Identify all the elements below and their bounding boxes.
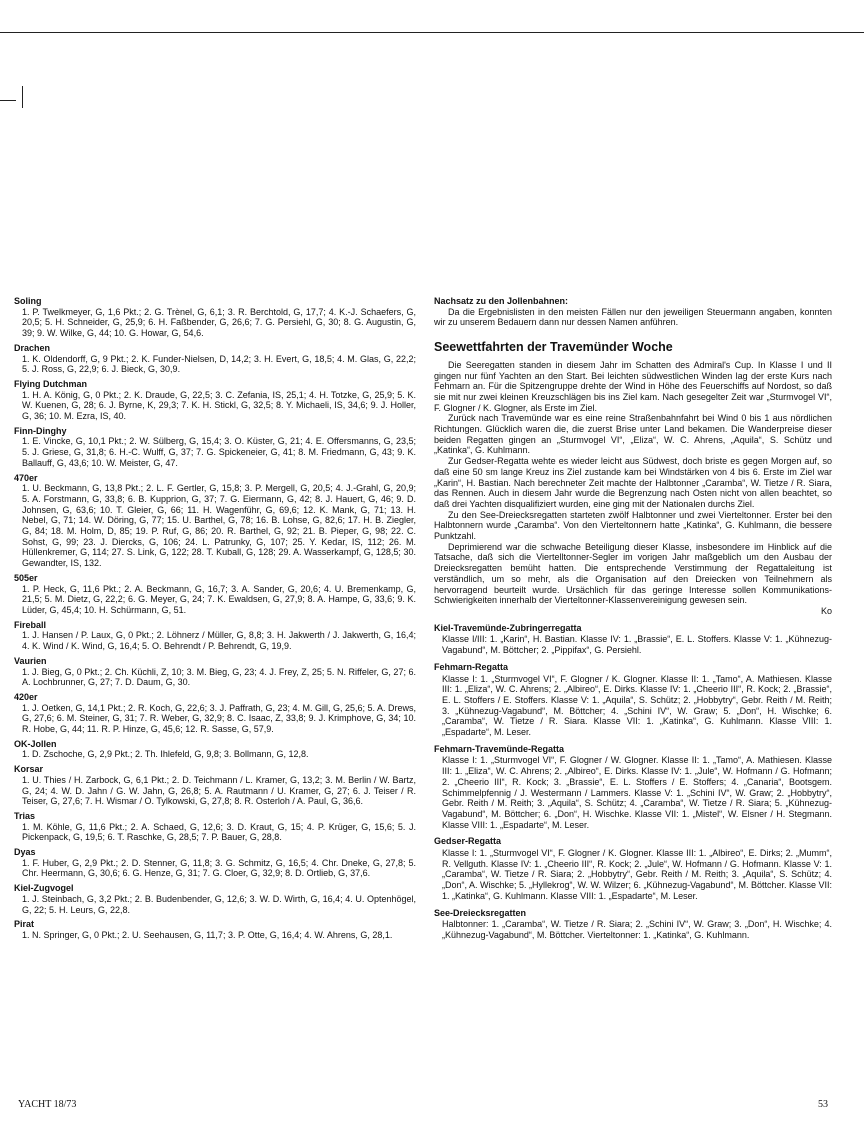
article-paragraph: Zur Gedser-Regatta wehte es wieder leicht aus Südwest, doch briste es gegen Morgen auf, so daß eine 50 sm lange Kreuz ins Ziel zustande kam bei Windstärken von 4 bis 6. Erste im Ziel war „Karin“, H. Bastian. Nach berechneter Zeit machte der Halbtonner „Caramba“, W. Tietze / R. Siara, das Rennen. Auch in diesem Jahr wurde die Begrenzung nach Osten nicht von allen beachtet, so daß drei Yachten disqualifiziert wurden, eine ging mit der Nationalen durchs Ziel. (434, 456, 832, 509)
class-heading: Flying Dutchman (14, 378, 88, 389)
class-results: 1. U. Beckmann, G, 13,8 Pkt.; 2. L. F. Gertler, G, 15,8; 3. P. Mergell, G, 20,5; 4. J.-Grahl, G, 20,9; 5. A. Forstmann, G, 33,8; 6. B. Kupprion, G, 37; 7. G. Eiermann, G, 42; 8. J. Hauert, G, 46; 9. D. Johnsen, G, 63,6; 10. T. Gleier, G, 66; 11. H. Wagenführ, G, 69,6; 12. K. Mank, G, 71; 13. H. Nebel, G, 71; 14. W. Döring, G, 77; 15. U. Barthel, G, 78; 16. B. Lohse, G, 82,6; 17. H. B. Ziegler, G, 84; 18. M. Holm, D, 85; 19. P. Ruf, G, 86; 20. R. Barthel, G, 92; 21. B. Pieper, G, 98; 22. C. Sohst, G, 99; 23. J. Diercks, G, 106; 24. L. Patrunky, G, 107; 25. Y. Kedar, IS, 112; 26. M. Hüllenkremer, G, 114; 27. S. Link, G, 122; 28. T. Kuball, G, 128; 29. A. Wasserkampf, G, 128,5; 30. Gewandter, IS, 132. (22, 483, 416, 569)
result-section-420er (14, 692, 416, 735)
class-heading: Trias (14, 810, 36, 821)
regatta-heading: Fehmarn-Regatta (434, 661, 509, 672)
regatta-heading: Gedser-Regatta (434, 836, 502, 847)
article-paragraph: Die Seeregatten standen in diesem Jahr im Schatten des Admiral's Cup. In Klasse I und II gingen nur fünf Yachten an den Start. Bei leichten südwestlichen Winden lag der erste Kurs nach Fehmarn an. Für die Spitzengruppe drehte der Wind in Höhe des Feuerschiffs auf Nordost, so daß sie mit nur zwei kleinen Kreuzschlägen bis ins Ziel kam. Nach gesegelter Zeit war „Sturmvogel VI“, F. Glogner / K. Glogner, als Erste im Ziel. (434, 359, 832, 413)
class-heading: Kiel-Zugvogel (14, 883, 74, 894)
regatta-results: Klasse I: 1. „Sturmvogel VI“, F. Glogner / K. Glogner. Klasse III: 1. „Albireo“, E. Dirks; 2. „Mumm“, R. Vellguth. Klasse IV: 1. „Cheerio III“, R. Kock; 2. „Jule“, W. Hofmann / G. Hofmann. Klasse V: 1. „Caramba“, W. Tietze / R. Siara; 2. „Hobbytry“, Gebr. Reith / M. Reith; 3. „Aquila“, S. Schütz; 4. „Don“, A. Wischke; 5. „Hyllekrog“, W. W. Wilzer; 6. „Kühnezug-Vagabund“, M. Böttcher. Klasse VII: 1. „Katinka“, G. Kuhlmann. Klasse VIII: 1. „Espadarte“, M. Leser. (442, 848, 832, 901)
class-results: 1. K. Oldendorff, G, 9 Pkt.; 2. K. Funder-Nielsen, D, 14,2; 3. H. Evert, G, 18,5; 4. M. Glas, G, 22,2; 5. J. Ross, G, 22,9; 6. J. Bieck, G, 30,9. (22, 353, 416, 375)
result-section-pirat (14, 919, 416, 940)
nachsatz-heading: Nachsatz zu den Jollenbahnen: (434, 296, 569, 306)
regatta-kiel-travemuende (434, 623, 832, 656)
class-results: 1. H. A. König, G, 0 Pkt.; 2. K. Draude, G, 22,5; 3. C. Zefania, IS, 25,1; 4. H. Totzke, G, 25,9; 5. K. W. Kuenen, G, 28; 6. J. Byrne, K, 29,3; 7. K. H. Stickl, G, 32,5; 8. Y. Michaeli, IS, 34,6; 9. J. Holler, G, 36; 10. M. Ezra, IS, 40. (22, 389, 416, 422)
right-column (434, 296, 832, 943)
class-heading: Dyas (14, 847, 36, 858)
regatta-fehmarn (434, 662, 832, 738)
class-results: 1. E. Vincke, G, 10,1 Pkt.; 2. W. Sülberg, G, 15,4; 3. O. Küster, G, 21; 4. E. Offersmanns, G, 23,5; 5. J. Griese, G, 31,8; 6. H.-C. Wulff, G, 37; 7. G. Spickeneier, G, 41; 8. M. Friedmann, G, 43; 9. K. Ballauff, G, 43,6; 10. W. Meister, G, 47. (22, 436, 416, 468)
nachsatz-text: Da die Ergebnislisten in den meisten Fällen nur den jeweiligen Steuermann angaben, konnten wir zu unserem Bedauern dann nur dessen Namen anführen. (434, 306, 832, 328)
class-results: 1. M. Köhle, G, 11,6 Pkt.; 2. A. Schaed, G, 12,6; 3. D. Kraut, G, 15; 4. P. Krüger, G, 15,6; 5. J. Pickenpack, G, 19,5; 6. T. Raschke, G, 28,5; 7. P. Bauer, G, 28,8. (22, 821, 416, 843)
class-results: 1. J. Bieg, G, 0 Pkt.; 2. Ch. Küchli, Z, 10; 3. M. Bieg, G, 23; 4. J. Frey, Z, 25; 5. N. Riffeler, G, 27; 6. A. Lochbrunner, G, 27; 7. D. Daum, G, 30. (22, 666, 416, 688)
class-results: 1. J. Steinbach, G, 3,2 Pkt.; 2. B. Budenbender, G, 12,6; 3. W. D. Wirth, G, 16,4; 4. U. Optenhögel, G, 22; 5. H. Leurs, G, 22,8. (22, 893, 416, 915)
result-section-505er (14, 573, 416, 616)
class-results: 1. J. Hansen / P. Laux, G, 0 Pkt.; 2. Löhnerz / Müller, G, 8,8; 3. H. Jakwerth / J. Jakwerth, G, 16,4; 4. K. Wind / K. Wind, G, 16,4; 5. O. Behrendt / P. Behrendt, G, 19,9. (22, 630, 416, 652)
result-section-vaurien (14, 656, 416, 688)
magazine-issue-footer: YACHT 18/73 (18, 1099, 77, 1110)
class-heading: Vaurien (14, 655, 47, 666)
class-heading: Korsar (14, 764, 44, 775)
regatta-results: Halbtonner: 1. „Caramba“, W. Tietze / R. Siara; 2. „Schini IV“, W. Graw; 3. „Don“, H. Wischke; 4. „Kühnezug-Vagabund“, M. Böttcher. Vierteltonner: 1. „Katinka“, G. Kuhlmann. (442, 919, 832, 940)
result-section-finn-dinghy (14, 426, 416, 469)
regatta-results: Klasse I: 1. „Sturmvogel VI“, F. Glogner / W. Glogner. Klasse II: 1. „Tamo“, A. Mathiesen. Klasse III: 1. „Eliza“, W. C. Ahrens; 2. „Albireo“, E. Dirks. Klasse IV: 1. „Jule“, W. Hofmann / G. Hofmann; 2. „Cheerio III“, R. Kock; 3. „Brassie“, E. L. Stoffers / E. Stoffers; 4. „Canaria“, Bootsgem. Schimmelpfennig / J. Westermann / Lammers. Klasse V: 1. „Schini IV“, W. Graw; 2. „Hobbytry“, Gebr. Reith / M. Reith; 3. „Aquila“, S. Schütz; 4. „Caramba“, W. Tietze / R. Siara; 5. „Kühnezug-Vagabund“, M. Böttcher; 6. „Don“, H. Wischke. Klasse VII: 1. „Mistel“, W. Elsner / H. Stegmann. Klasse VIII: 1. „Espadarte“, M. Leser. (442, 755, 832, 830)
regatta-see-dreiecks (434, 908, 832, 941)
regatta-results: Klasse I: 1. „Sturmvogel VI“, F. Glogner / K. Glogner. Klasse II: 1. „Tamo“, A. Mathiesen. Klasse III: 1. „Eliza“, W. C. Ahrens; 2. „Albireo“, E. Dirks. Klasse IV: 1. „Cheerio III“, R. Kock; 2. „Brassie“, E. L. Stoffers / E. Stoffers. Klasse V: 1. „Aquila“, S. Schütz; 2. „Hobbytry“, Gebr. Reith / M. Reith; 3. „Kühnezug-Vagabund“, M. Böttcher; 4. „Schini IV“, W. Graw; 5. „Don“, H. Wischke; 6. „Caramba“, W. Tietze / R. Siara. Klasse VII: 1. „Katinka“, G. Kuhlmann. Klasse VIII: 1. „Espadarte“, M. Leser. (442, 673, 832, 738)
regatta-fehmarn-travemuende (434, 744, 832, 831)
class-heading: Drachen (14, 342, 51, 353)
result-section-korsar (14, 764, 416, 807)
result-section-dyas (14, 847, 416, 879)
class-heading: 505er (14, 572, 38, 583)
result-section-kiel-zugvogel (14, 883, 416, 915)
left-column (14, 296, 416, 945)
class-heading: Finn-Dinghy (14, 425, 67, 436)
class-heading: Pirat (14, 919, 35, 930)
class-results: 1. P. Heck, G, 11,6 Pkt.; 2. A. Beckmann, G, 16,7; 3. A. Sander, G, 20,6; 4. U. Bremenkamp, G, 21,5; 5. M. Dietz, G, 22,2; 6. G. Meyer, G, 24; 7. K. Ewaldsen, G, 27,9; 8. A. Hampe, G, 33,6; 9. K. Lüder, G, 45,4; 10. H. Schürmann, G, 51. (22, 583, 416, 615)
author-signature: Ko (820, 605, 832, 616)
regatta-heading: Fehmarn-Travemünde-Regatta (434, 743, 565, 754)
class-results: 1. J. Oetken, G, 14,1 Pkt.; 2. R. Koch, G, 22,6; 3. J. Paffrath, G, 23; 4. M. Gill, G, 25,6; 5. A. Drews, G, 27,6; 6. M. Steiner, G, 31; 7. R. Weber, G, 32,9; 8. C. Isaac, Z, 33,8; 9. J. Krimphove, G, 34; 10. R. Hobe, G, 44; 11. R. P. Hinze, G, 45,6; 12. R. Sasse, G, 57,9. (22, 702, 417, 735)
class-heading: OK-Jollen (14, 738, 57, 749)
class-heading: 470er (14, 472, 38, 483)
margin-tick-vertical (22, 86, 23, 108)
result-section-trias (14, 811, 416, 843)
class-results: 1. F. Huber, G, 2,9 Pkt.; 2. D. Stenner, G, 11,8; 3. G. Schmitz, G, 16,5; 4. Chr. Dneke, G, 27,8; 5. Chr. Heermann, G, 30,6; 6. G. Henze, G, 31; 7. G. Cloer, G, 32,9; 8. D. Ortlieb, G, 37,6. (22, 857, 416, 879)
class-results: 1. D. Zschoche, G, 2,9 Pkt.; 2. Th. Ihlefeld, G, 9,8; 3. Bollmann, G, 12,8. (22, 749, 309, 760)
page-number: 53 (818, 1099, 828, 1110)
regatta-heading: See-Dreiecksregatten (434, 907, 527, 918)
regatta-results: Klasse I/III: 1. „Karin“, H. Bastian. Klasse IV: 1. „Brassie“, E. L. Stoffers. Klasse V: 1. „Kühnezug-Vagabund“, M. Böttcher; 2. „Pippifax“, G. Persiehl. (442, 634, 832, 656)
article-paragraph: Deprimierend war die schwache Beteiligung dieser Klasse, insbesondere im Hinblick auf die Tatsache, daß sich die Viertelltonner-Segler im vorigen Jahr maßgeblich um den Ausbau der Dreiecksregatten bemüht hatten. Die entsprechende Verstimmung der Regattaleitung ist verständlich, um so mehr, als die Organisation auf den Dreiecken von Teilnehmern als hervorragend beurteilt wurde. Ursächlich für das geringe Interesse sollen Kommunikations-Schwierigkeiten innerhalb der Vierteltonner-Klassenvereinigung gewesen sein. (434, 541, 832, 606)
class-results: 1. P. Twelkmeyer, G, 1,6 Pkt.; 2. G. Trènel, G, 6,1; 3. R. Berchtold, G, 17,7; 4. K.-J. Schaefers, G, 20,5; 5. H. Schneider, G, 25,9; 6. H. Faßbender, G, 26,6; 7. G. Persiehl, G, 30; 8. G. Augustin, G, 39; 9. W. Wilke, G, 44; 10. G. Howar, G, 54,6. (22, 306, 416, 339)
result-section-flying-dutchman (14, 379, 416, 422)
regatta-gedser (434, 836, 832, 901)
regatta-heading: Kiel-Travemünde-Zubringerregatta (434, 622, 582, 633)
article-paragraph: Zurück nach Travemünde war es eine reine Straßenbahnfahrt bei Wind 0 bis 1 aus nördlichen Richtungen. Glücklich waren die, die zuerst Brise unter Land bekamen. Die Wanderpreise dieser beiden Regatten gingen an „Sturmvogel VI“, „Eliza“, W. C. Ahrens, „Aquila“, S. Schütz und „Katinka“, G. Kuhlmann. (434, 413, 832, 456)
article-title: Seewettfahrten der Travemünder Woche (434, 340, 673, 355)
result-section-soling (14, 296, 416, 339)
top-rule (0, 32, 864, 33)
result-section-drachen (14, 343, 416, 375)
result-section-470er (14, 473, 416, 569)
margin-tick (0, 100, 16, 101)
result-section-fireball (14, 620, 416, 652)
class-heading: Fireball (14, 619, 47, 630)
result-section-ok-jollen (14, 739, 416, 760)
class-results: 1. U. Thies / H. Zarbock, G, 6,1 Pkt.; 2. D. Teichmann / L. Kramer, G, 13,2; 3. M. Berlin / W. Bartz, G, 24; 4. W. D. Jahn / G. W. Jahn, G, 26,8; 5. A. Rautmann / U. Kramer, G, 27; 6. J. Teiser / R. Teiser, G, 27,6; 7. H. Wismar / O. Tylkowski, G, 27,8; 8. R. Osterloh / A. Paul, G, 36,6. (22, 774, 416, 807)
class-results: 1. N. Springer, G, 0 Pkt.; 2. U. Seehausen, G, 11,7; 3. P. Otte, G, 16,4; 4. W. Ahrens, G, 28,1. (22, 929, 393, 940)
class-heading: 420er (14, 691, 38, 702)
article-paragraph: Zu den See-Dreiecksregatten starteten zwölf Halbtonner und zwei Vierteltonner. Erster bei den Halbtonnern wurde „Caramba“. Von den Vierteltonnern hatte „Katinka“, G. Kuhlmann, die bessere Punktzahl. (434, 509, 832, 542)
class-heading: Soling (14, 296, 42, 306)
